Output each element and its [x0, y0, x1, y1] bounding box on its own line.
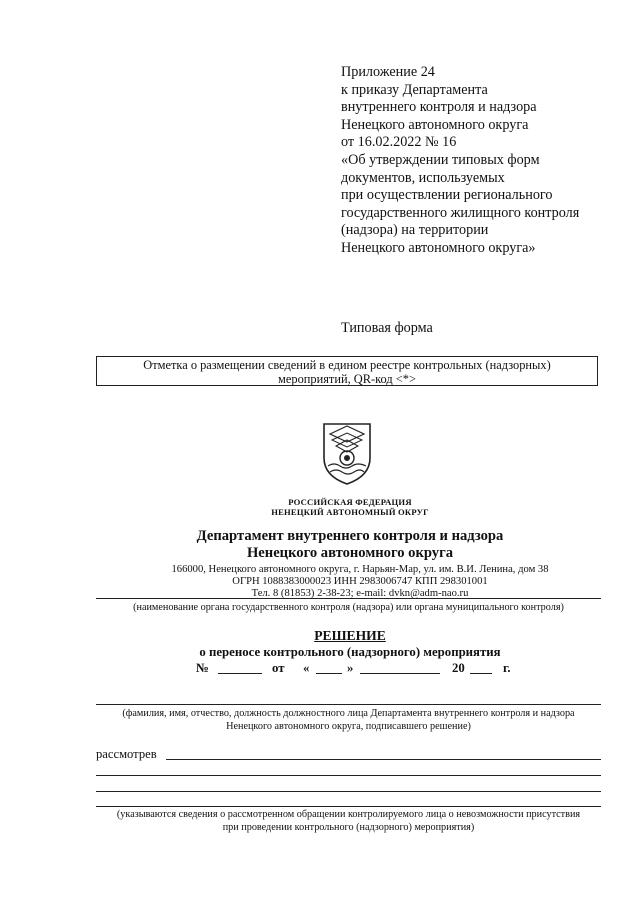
month-field[interactable] [360, 661, 440, 674]
department-address: 166000, Ненецкого автономного округа, г. Нарьян-Мар, ул. им. В.И. Ленина, дом 38 [171, 564, 549, 575]
department-region: Ненецкого автономного округа [246, 545, 454, 561]
department-name: Департамент внутреннего контроля и надзора [196, 528, 504, 544]
appendix-line: внутреннего контроля и надзора [341, 99, 537, 116]
year-prefix: 20 [452, 661, 465, 675]
department-contacts: Тел. 8 (81853) 2-38-23; e-mail: dvkn@adm-nao.ru [251, 588, 469, 599]
qr-box-line2: мероприятий, QR-код <*> [278, 372, 416, 386]
number-field[interactable] [218, 661, 262, 674]
appendix-line: документов, используемых [341, 169, 505, 186]
region-line: НЕНЕЦКИЙ АВТОНОМНЫЙ ОКРУГ [271, 507, 429, 517]
org-caption: (наименование органа государственного контроля (надзора) или органа муниципального контроля) [133, 602, 564, 613]
considered-label: рассмотрев [96, 747, 157, 761]
qr-box-line1: Отметка о размещении сведений в едином реестре контрольных (надзорных) [143, 358, 551, 372]
decision-subtitle: о переносе контрольного (надзорного) мероприятия [199, 645, 501, 659]
qr-registry-box [96, 356, 598, 386]
appendix-line: (надзора) на территории [341, 222, 489, 239]
year-field[interactable] [470, 661, 492, 674]
considered-field[interactable] [166, 759, 601, 760]
coat-of-arms-icon [318, 420, 376, 486]
quote-close: » [347, 661, 354, 675]
appendix-line: Приложение 24 [341, 64, 435, 80]
appendix-line: Ненецкого автономного округа» [341, 239, 536, 256]
considered-line-2[interactable] [96, 775, 601, 776]
appendix-line: при осуществлении регионального [341, 187, 553, 204]
federation-line: РОССИЙСКАЯ ФЕДЕРАЦИЯ [288, 497, 412, 507]
appendix-line: Ненецкого автономного округа [341, 116, 529, 133]
day-field[interactable] [316, 661, 342, 674]
bottom-caption-line1: (указываются сведения о рассмотренном обращении контролируемого лица о невозможности присутствия [116, 809, 581, 820]
appendix-line: от 16.02.2022 № 16 [341, 134, 457, 151]
department-ids: ОГРН 1088383000023 ИНН 2983006747 КПП 298301001 [232, 576, 488, 587]
bottom-caption-line2: при проведении контрольного (надзорного) мероприятия) [222, 822, 475, 833]
considered-line-4[interactable] [96, 806, 601, 807]
considered-line-3[interactable] [96, 791, 601, 792]
quote-open: « [303, 661, 310, 675]
year-suffix: г. [503, 661, 511, 675]
decision-title: РЕШЕНИЕ [314, 628, 386, 643]
form-type-label: Типовая форма [341, 320, 433, 336]
appendix-header [341, 64, 631, 258]
org-name-line [96, 598, 601, 599]
signer-caption-line2: Ненецкого автономного округа, подписавшего решение) [226, 721, 471, 732]
appendix-line: государственного жилищного контроля [341, 204, 580, 221]
appendix-line: «Об утверждении типовых форм [341, 151, 540, 168]
appendix-line: к приказу Департамента [341, 81, 488, 98]
number-label: № [196, 661, 209, 675]
from-label: от [272, 661, 285, 675]
signer-line[interactable] [96, 704, 601, 705]
signer-caption-line1: (фамилия, имя, отчество, должность должностного лица Департамента внутреннего контроля и надзора [122, 708, 575, 719]
